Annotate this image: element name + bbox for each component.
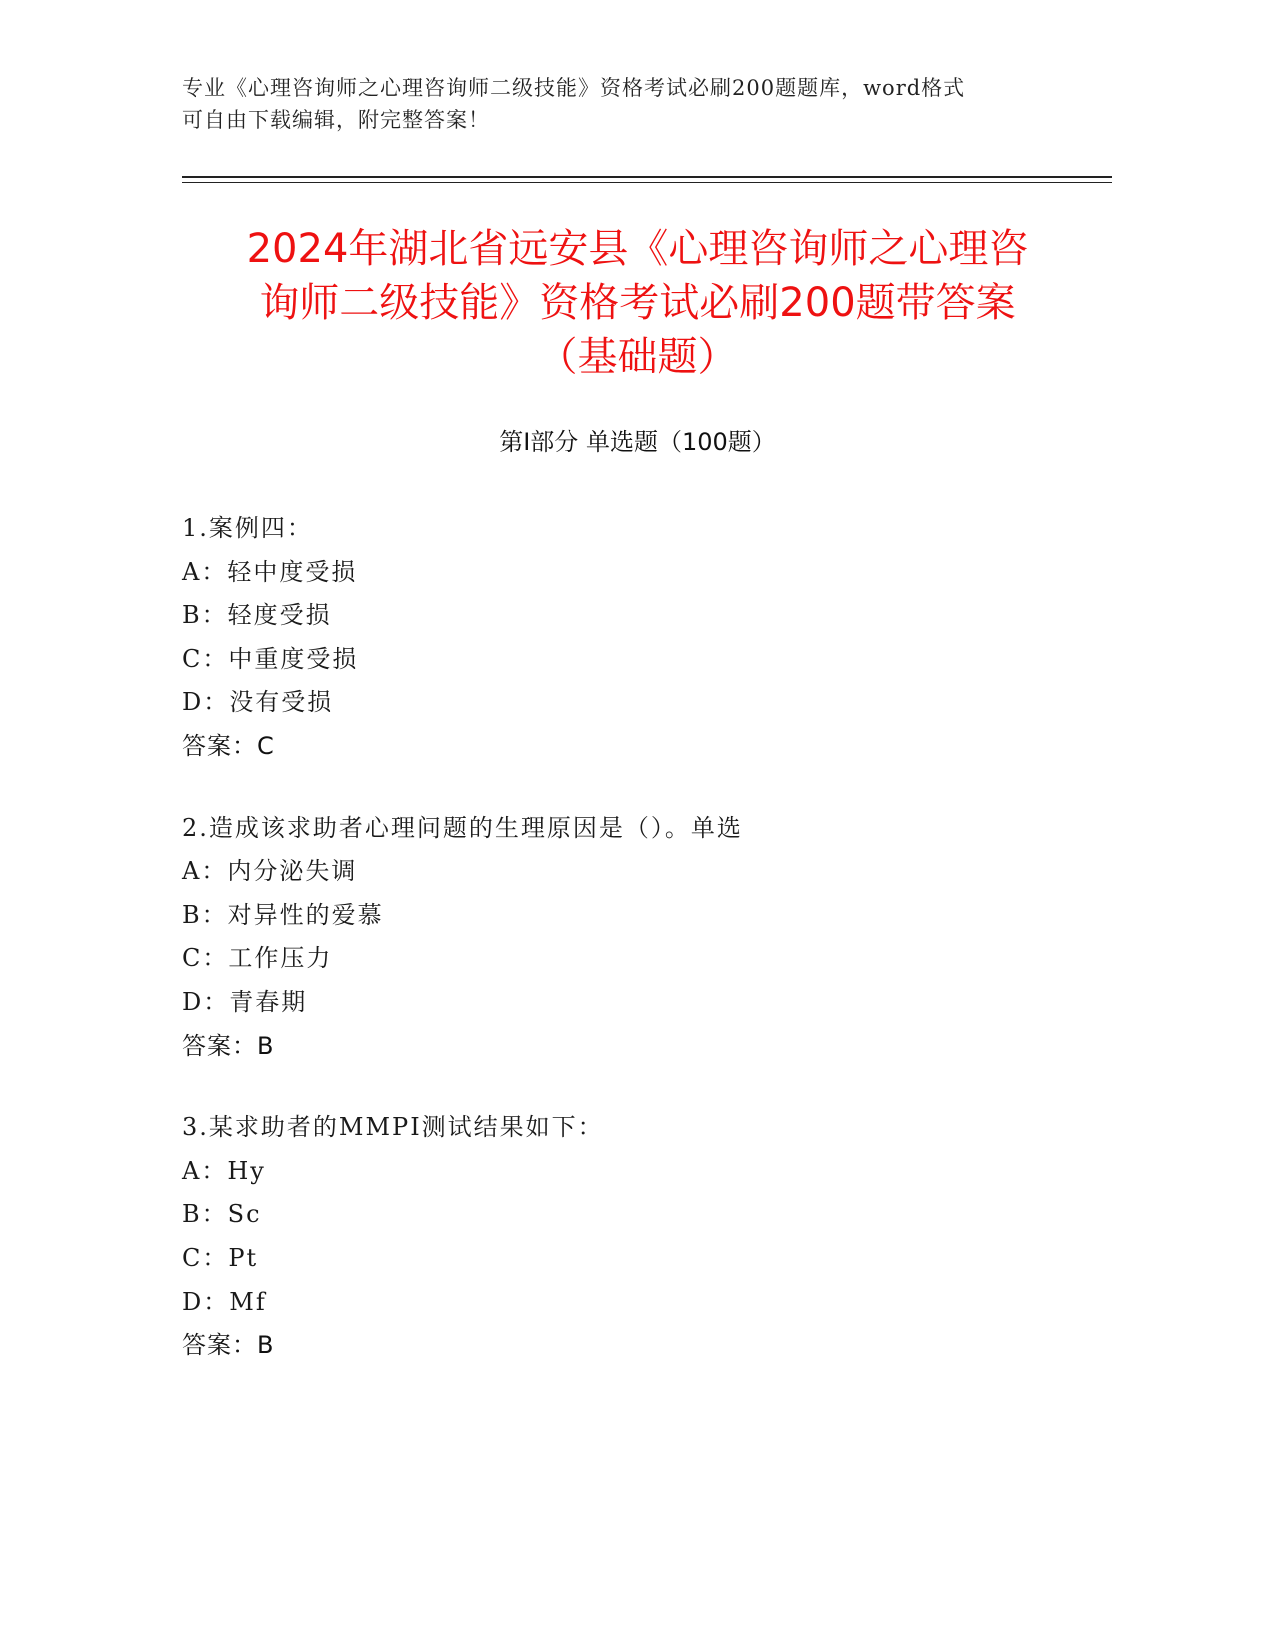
option-a: A：内分泌失调 [182,857,358,886]
document-title-line-2: 询师二级技能》资格考试必刷200题带答案 [259,280,1016,326]
option-c: C：中重度受损 [182,644,359,673]
section-heading: 第Ⅰ部分 单选题（100题） [499,428,776,456]
question-item [182,807,1082,1069]
header-note-line-2: 可自由下载编辑，附完整答案！ [182,108,490,132]
option-d: D：Mf [182,1287,267,1316]
question-list [182,507,1082,1406]
option-d: D：青春期 [182,987,308,1016]
option-c: C：工作压力 [182,944,333,973]
header-divider-thin [182,182,1112,183]
question-stem: 2.造成该求助者心理问题的生理原因是（）。单选 [182,813,743,842]
option-b: B：对异性的爱慕 [182,900,384,929]
option-d: D：没有受损 [182,688,334,717]
answer-line: 答案：B [182,1331,275,1360]
header-note-line-1: 专业《心理咨询师之心理咨询师二级技能》资格考试必刷200题题库，word格式 [182,76,966,100]
option-b: B：Sc [182,1200,262,1229]
question-stem: 1.案例四： [182,514,313,542]
answer-line: 答案：B [182,1031,275,1060]
option-b: B：轻度受损 [182,601,332,630]
header-note [182,72,1062,136]
question-item [182,507,1082,769]
option-a: A：轻中度受损 [182,557,358,586]
question-stem: 3.某求助者的MMPI测试结果如下： [182,1113,604,1142]
question-item [182,1106,1082,1368]
option-a: A：Hy [182,1156,266,1185]
document-title [160,222,1115,384]
header-divider-thick [182,176,1112,178]
document-title-line-3: （基础题） [537,334,738,380]
document-title-line-1: 2024年湖北省远安县《心理咨询师之心理咨 [246,226,1029,272]
answer-line: 答案：C [182,731,275,760]
option-c: C：Pt [182,1243,259,1272]
